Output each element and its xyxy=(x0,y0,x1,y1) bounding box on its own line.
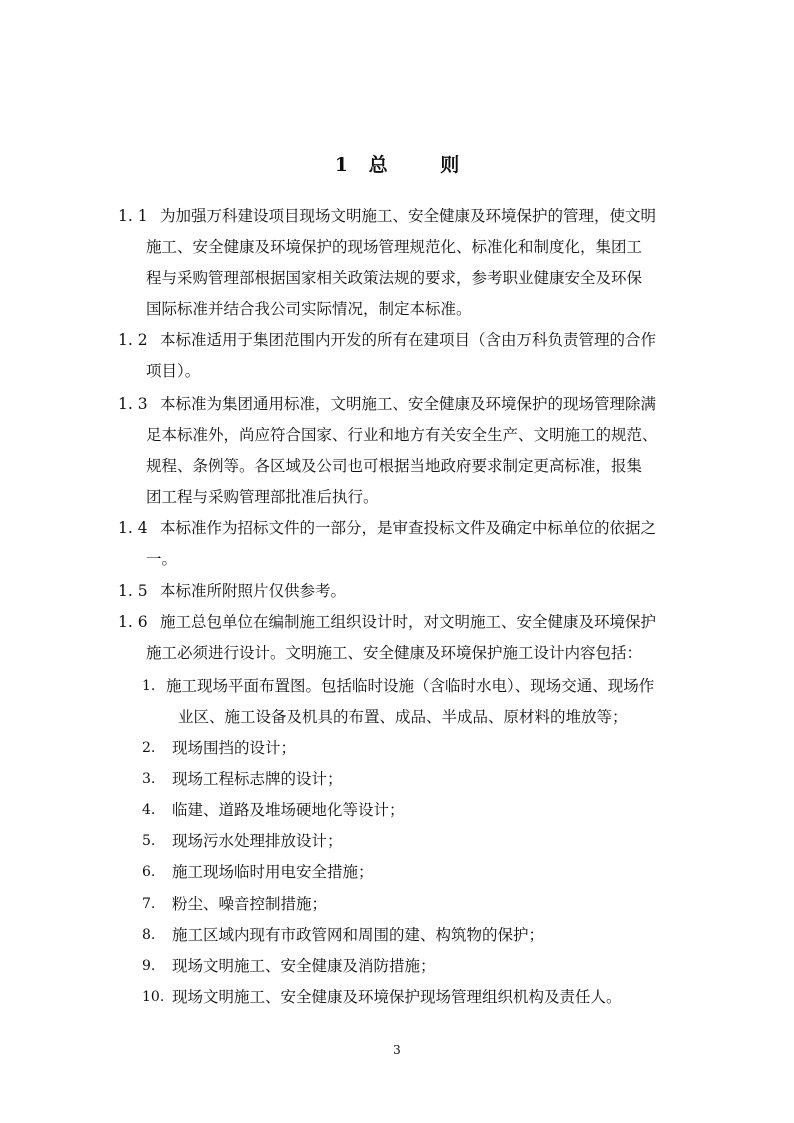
clause-1-3 xyxy=(118,389,678,513)
clause-line: 本标准适用于集团范围内开发的所有在建项目（含由万科负责管理的合作 xyxy=(160,331,657,349)
clause-1-5 xyxy=(118,576,678,607)
clause-1-1 xyxy=(118,201,678,325)
list-item-line: 施工现场临时用电安全措施； xyxy=(172,863,374,881)
clause-number: 1. 5 xyxy=(118,582,148,600)
list-item xyxy=(142,982,682,1013)
page-number: 3 xyxy=(393,1043,401,1057)
list-item-line: 现场文明施工、安全健康及消防措施； xyxy=(172,957,436,975)
clause-number: 1. 1 xyxy=(118,207,148,225)
list-item-line: 粉尘、噪音控制措施； xyxy=(172,895,328,913)
clause-number: 1. 2 xyxy=(118,331,148,349)
clause-line: 本标准所附照片仅供参考。 xyxy=(160,582,347,600)
list-item-line: 现场围挡的设计； xyxy=(172,739,297,757)
list-item xyxy=(142,795,682,826)
list-item-number: 1. xyxy=(142,678,156,694)
list-item-number: 7. xyxy=(142,896,156,912)
list-item-line: 现场污水处理排放设计； xyxy=(172,832,343,850)
clause-number: 1. 3 xyxy=(118,395,148,413)
clause-1-2 xyxy=(118,325,678,387)
list-item-number: 2. xyxy=(142,740,156,756)
clause-number: 1. 6 xyxy=(118,613,148,631)
list-item-line: 施工区域内现有市政管网和周围的建、构筑物的保护； xyxy=(172,926,545,944)
list-item xyxy=(142,889,682,920)
clause-line: 施工总包单位在编制施工组织设计时，对文明施工、安全健康及环境保护 xyxy=(160,613,657,631)
list-item-number: 8. xyxy=(142,927,156,943)
chapter-title xyxy=(0,150,794,177)
list-item xyxy=(142,857,682,888)
list-item xyxy=(142,764,682,795)
list-item-number: 4. xyxy=(142,802,156,818)
clause-line: 团工程与采购管理部批准后执行。 xyxy=(146,488,379,506)
list-item xyxy=(142,671,682,733)
clause-1-4 xyxy=(118,513,678,575)
clause-line: 施工、安全健康及环境保护的现场管理规范化、标准化和制度化，集团工 xyxy=(146,238,643,256)
list-item xyxy=(142,733,682,764)
list-item-line: 现场文明施工、安全健康及环境保护现场管理组织机构及责任人。 xyxy=(172,988,622,1006)
clause-line: 一。 xyxy=(146,550,178,568)
clause-number: 1. 4 xyxy=(118,519,148,537)
chapter-number: 1 xyxy=(334,154,348,176)
list-item-line: 施工现场平面布置图。包括临时设施（含临时水电）、现场交通、现场作 xyxy=(166,677,655,695)
chapter-title-char: 则 xyxy=(440,154,460,176)
list-item xyxy=(142,951,682,982)
clause-1-6 xyxy=(118,607,678,669)
list-item-line: 临建、道路及堆场硬地化等设计； xyxy=(172,801,405,819)
clause-line: 足本标准外，尚应符合国家、行业和地方有关安全生产、文明施工的规范、 xyxy=(146,426,658,444)
clause-line: 程与采购管理部根据国家相关政策法规的要求，参考职业健康安全及环保 xyxy=(146,269,643,287)
list-item-number: 6. xyxy=(142,864,156,880)
list-item-line: 现场工程标志牌的设计； xyxy=(172,770,343,788)
list-item-number: 3. xyxy=(142,771,156,787)
clause-line: 项目）。 xyxy=(146,362,201,380)
clause-line: 国际标准并结合我公司实际情况，制定本标准。 xyxy=(146,300,472,318)
chapter-title-char: 总 xyxy=(368,154,388,176)
clause-line: 本标准作为招标文件的一部分，是审查投标文件及确定中标单位的依据之 xyxy=(160,519,657,537)
list-item xyxy=(142,920,682,951)
clause-line: 施工必须进行设计。文明施工、安全健康及环境保护施工设计内容包括： xyxy=(146,644,643,662)
list-item-number: 5. xyxy=(142,833,156,849)
list-item-line: 业区、施工设备及机具的布置、成品、半成品、原材料的堆放等； xyxy=(178,708,628,726)
clause-line: 为加强万科建设项目现场文明施工、安全健康及环境保护的管理，使文明 xyxy=(160,207,657,225)
clause-line: 规程、条例等。各区域及公司也可根据当地政府要求制定更高标准，报集 xyxy=(146,457,643,475)
list-item xyxy=(142,826,682,857)
list-item-number: 9. xyxy=(142,958,156,974)
clause-line: 本标准为集团通用标准，文明施工、安全健康及环境保护的现场管理除满 xyxy=(160,395,657,413)
list-item-number: 10. xyxy=(142,989,165,1005)
